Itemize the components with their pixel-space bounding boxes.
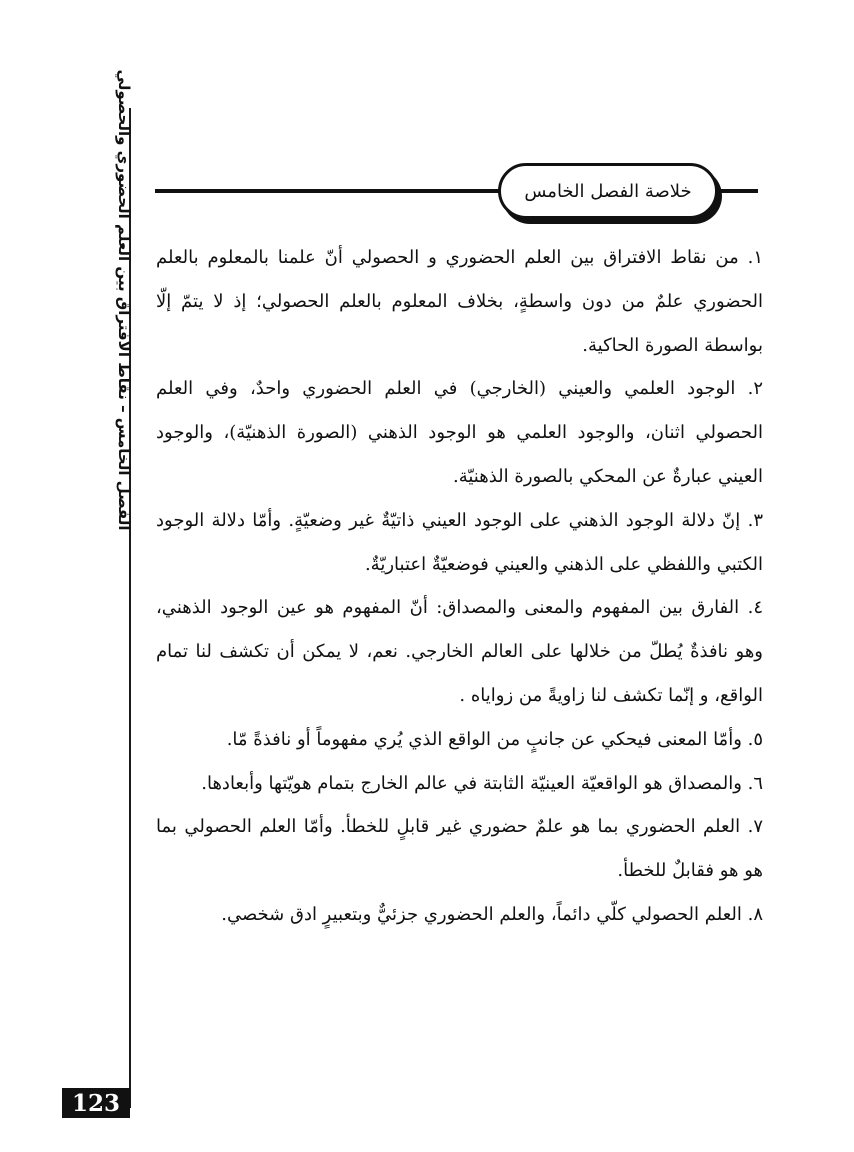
summary-list: [156, 236, 763, 937]
summary-item-7: ٧. العلم الحضوري بما هو علمٌ حضوري غير قابلٍ للخطأ. وأمّا العلم الحصولي بما هو هو فقابلٌ للخطأ.: [156, 816, 763, 882]
heading-rule-right: [718, 189, 758, 193]
running-header-text: الفصل الخامس – نقاط الافتراق بين العلم الحضوري والحصولي: [115, 69, 133, 531]
page-number: 123: [62, 1088, 130, 1118]
summary-item-5: ٥. وأمّا المعنى فيحكي عن جانبٍ من الواقع الذي يُري مفهوماً أو نافذةً مّا.: [226, 728, 763, 750]
summary-item-6: ٦. والمصداق هو الواقعيّة العينيّة الثابتة في عالم الخارج بتمام هويّتها وأبعادها.: [201, 772, 763, 794]
summary-item-1: ١. من نقاط الافتراق بين العلم الحضوري و الحصولي أنّ علمنا بالمعلوم بالعلم الحضوري علمٌ من دون واسطةٍ، بخلاف المعلوم بالعلم الحصولي؛ إذ لا يتمّ إلّا بواسطة الصورة الحاكية.: [156, 247, 763, 356]
summary-item-4: ٤. الفارق بين المفهوم والمعنى والمصداق: أنّ المفهوم هو عين الوجود الذهني، وهو نافذةٌ يُطلّ من خلالها على العالم الخارجي. نعم، لا يمكن أن تكشف لنا تمام الواقع، و إنّما تكشف لنا زاويةً من زواياه .: [156, 597, 763, 706]
section-heading-box: [498, 163, 718, 219]
summary-item-3: ٣. إنّ دلالة الوجود الذهني على الوجود العيني ذاتيّةٌ غير وضعيّةٍ. وأمّا دلالة الوجود الكتبي واللفظي على الذهني والعيني فوضعيّةٌ اعتباريّةٌ.: [156, 509, 763, 575]
summary-item-8: ٨. العلم الحصولي كلّي دائماً، والعلم الحضوري جزئيٌّ وبتعبيرٍ ادق شخصي.: [221, 903, 763, 925]
summary-item-2: ٢. الوجود العلمي والعيني (الخارجي) في العلم الحضوري واحدٌ، وفي العلم الحصولي اثنان، والوجود العلمي هو الوجود الذهني (الصورة الذهنيّة)، والوجود العيني عبارةٌ عن المحكي بالصورة الذهنيّة.: [156, 378, 763, 487]
section-heading: خلاصة الفصل الخامس: [524, 180, 692, 202]
heading-rule-left: [155, 189, 500, 193]
